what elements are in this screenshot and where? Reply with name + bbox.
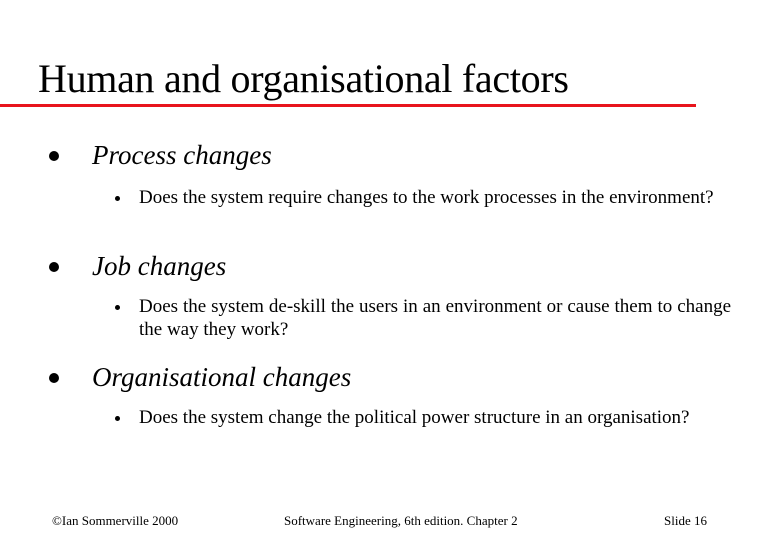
sub-bullet-marker-3 [115,416,120,421]
bullet-heading-organisational: Organisational changes [92,362,352,392]
footer-book-title: Software Engineering, 6th edition. Chapter 2 [284,513,518,528]
footer-copyright: ©Ian Sommerville 2000 [52,513,179,528]
bullet-heading-process: Process changes [92,140,272,170]
bullet-marker-1 [49,151,59,161]
sub-bullet-marker-1 [115,196,120,201]
footer-slide-number: Slide 16 [664,513,707,528]
bullet-detail-organisational: Does the system change the political power structure in an organisation? [139,407,690,428]
bullet-detail-process: Does the system require changes to the work processes in the environment? [139,187,714,208]
bullet-marker-2 [49,262,59,272]
sub-bullet-marker-2 [115,305,120,310]
slide-title: Human and organisational factors [38,56,569,101]
bullet-detail-job: Does the system de-skill the users in an environment or cause them to change the way they work? [139,296,731,340]
bullet-marker-3 [49,373,59,383]
bullet-heading-job: Job changes [92,251,227,281]
title-underline [0,104,696,107]
